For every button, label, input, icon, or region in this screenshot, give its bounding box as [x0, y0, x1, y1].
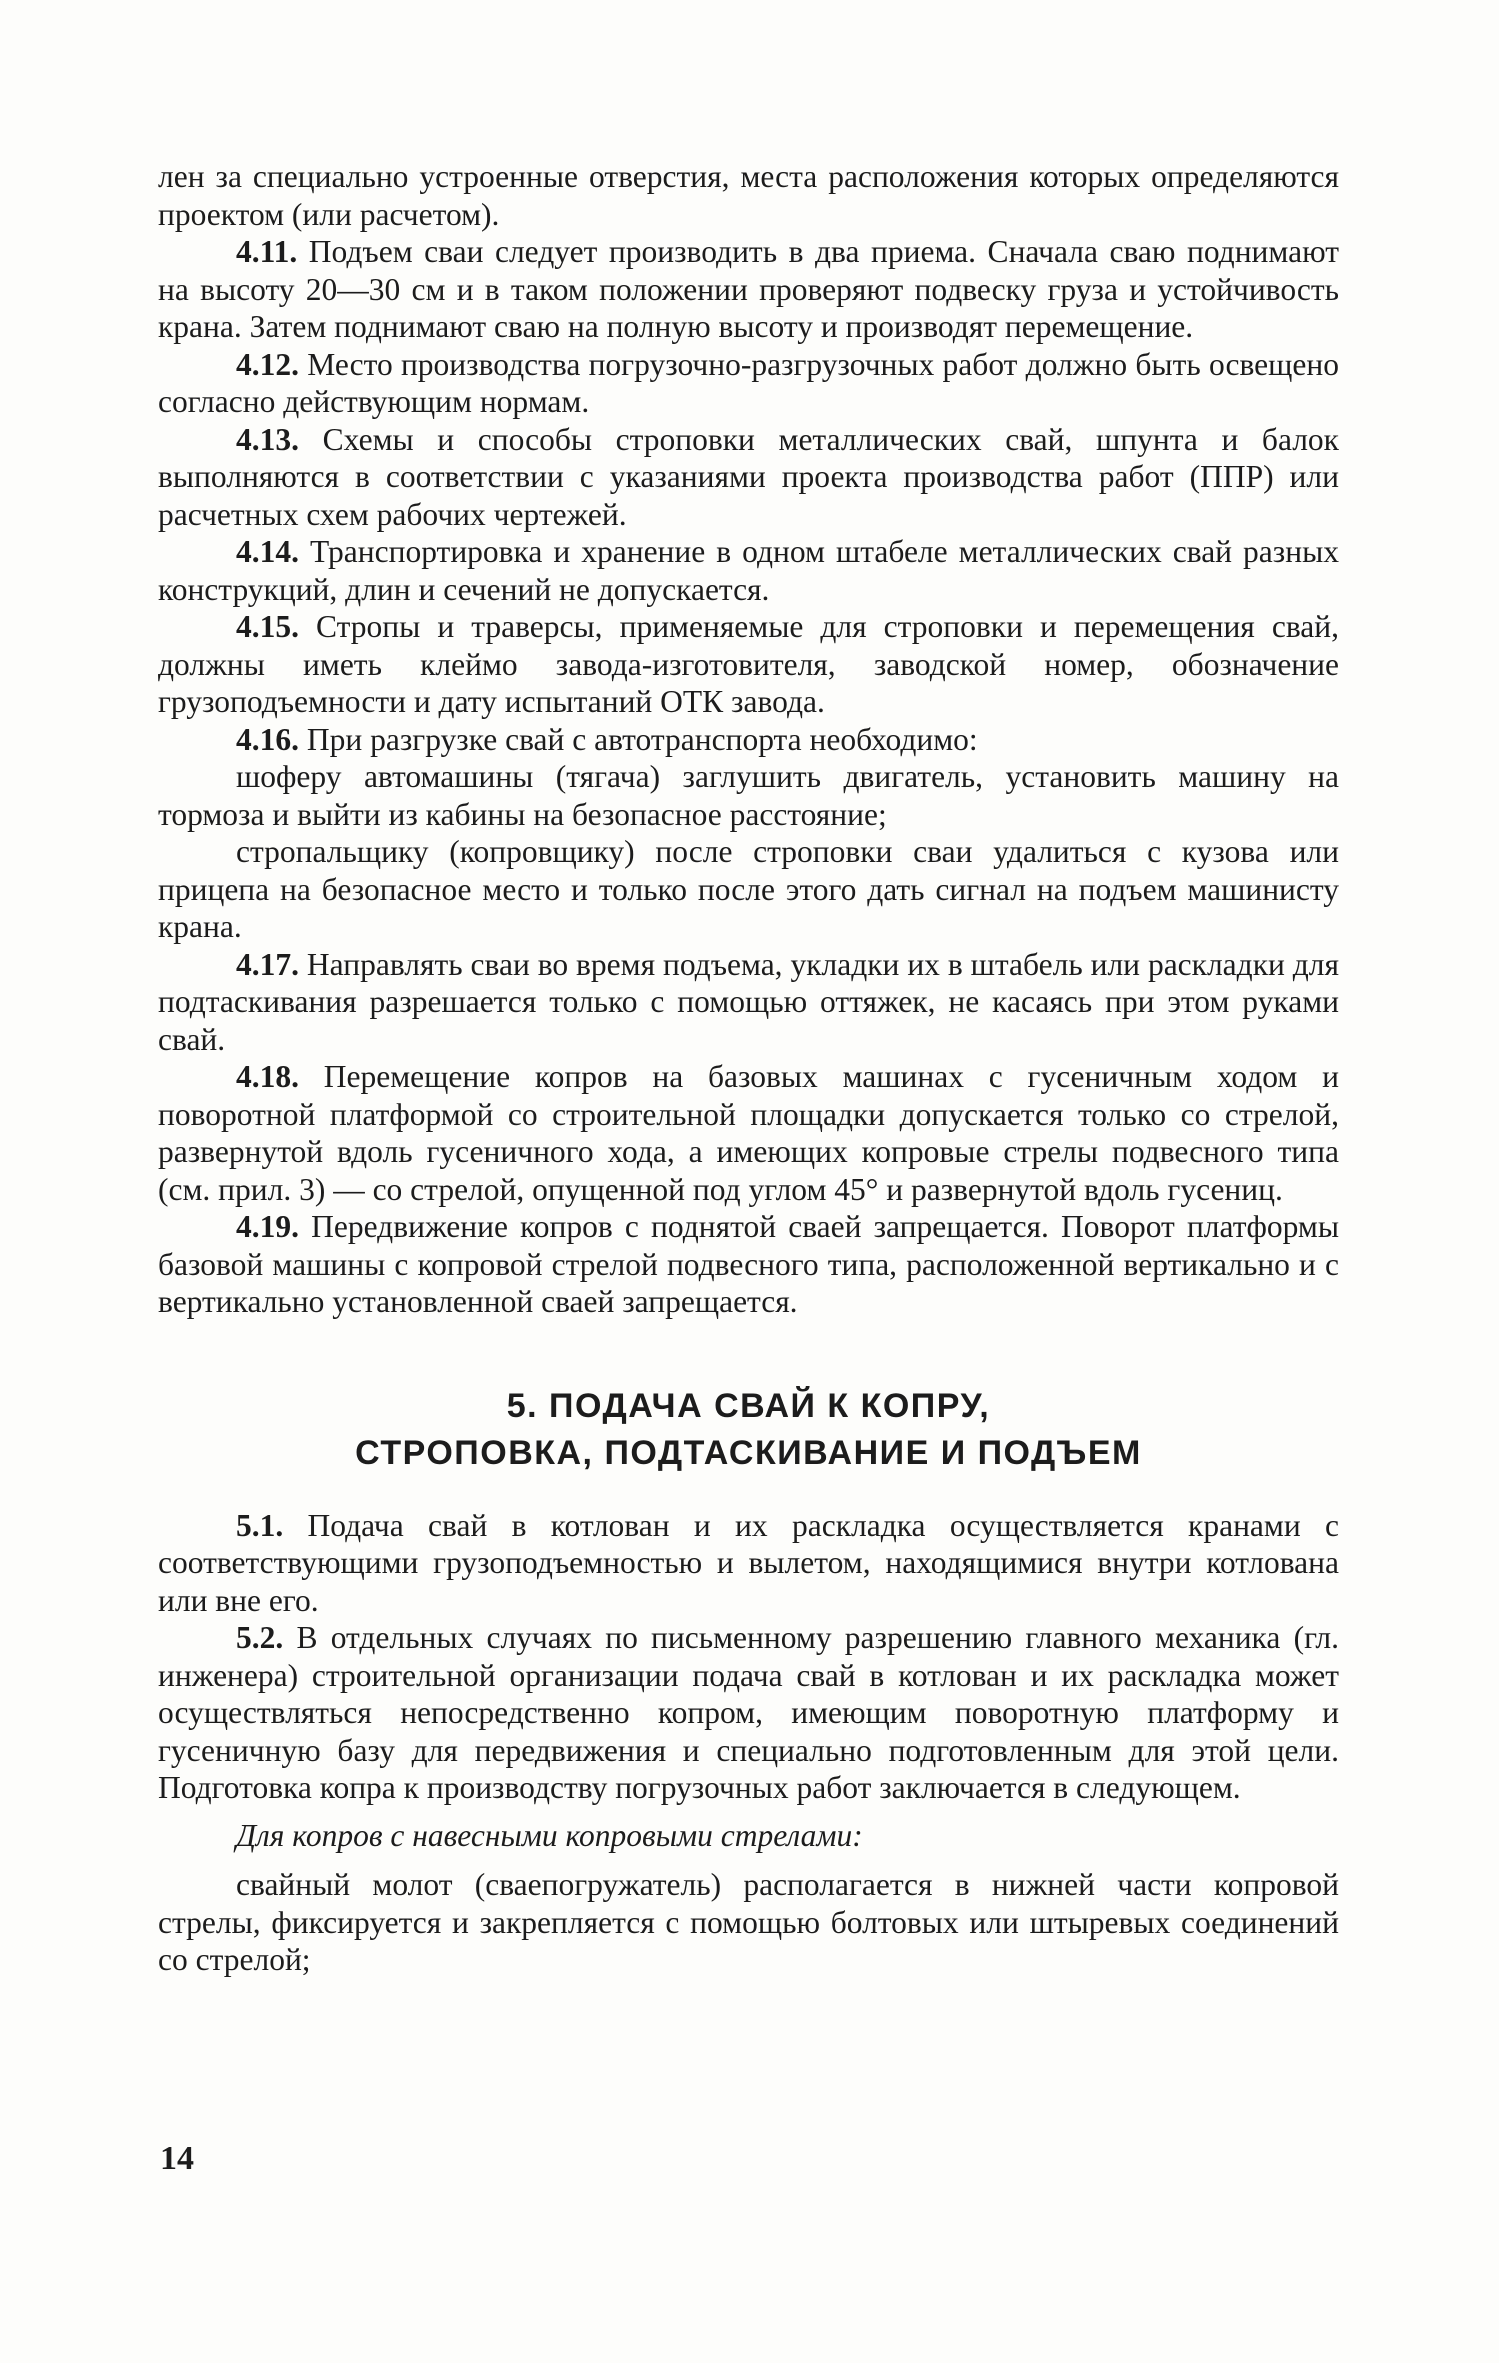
- paragraph-4-19: [158, 1208, 1339, 1321]
- body-text-top: [158, 158, 1339, 1321]
- paragraph-number: 4.19.: [236, 1209, 299, 1244]
- paragraph-text: Перемещение копров на базовых машинах с гусеничным ходом и поворотной платформой со строительной площадки допускается только со стрелой, развернутой вдоль гусеничного хода, а имеющих копровые стрелы подвесного типа (см. прил. 3) — со стрелой, опущенной под углом 45° и развернутой вдоль гусениц.: [158, 1059, 1339, 1207]
- paragraph-text: Подъем сваи следует производить в два приема. Сначала сваю поднимают на высоту 20—30 см и в таком положении проверяют подвеску груза и устойчивость крана. Затем поднимают сваю на полную высоту и производят перемещение.: [158, 234, 1339, 344]
- paragraph-4-13: [158, 421, 1339, 534]
- paragraph-5-1: [158, 1507, 1339, 1620]
- paragraph-number: 4.15.: [236, 609, 299, 644]
- paragraph-text: свайный молот (сваепогружатель) располагается в нижней части копровой стрелы, фиксируется и закрепляется с помощью болтовых или штыревых соединений со стрелой;: [158, 1867, 1339, 1977]
- paragraph-text: Транспортировка и хранение в одном штабеле металлических свай разных конструкций, длин и сечений не допускается.: [158, 534, 1339, 607]
- paragraph-4-16-item-driver: [158, 758, 1339, 833]
- paragraph-number: 4.16.: [236, 721, 299, 757]
- paragraph-text: Стропы и траверсы, применяемые для строповки и перемещения свай, должны иметь клеймо завода-изготовителя, заводской номер, обозначение грузоподъемности и дату испытаний ОТК завода.: [158, 609, 1339, 719]
- paragraph-4-11: [158, 233, 1339, 346]
- paragraph-4-12: [158, 346, 1339, 421]
- paragraph-4-16: [158, 721, 1339, 759]
- paragraph-text: Направлять сваи во время подъема, укладки их в штабель или раскладки для подтаскивания разрешается только с помощью оттяжек, не касаясь при этом руками свай.: [158, 946, 1339, 1057]
- paragraph-4-16-item-slinger: [158, 833, 1339, 946]
- paragraph-text: лен за специально устроенные отверстия, места расположения которых определяются проектом (или расчетом).: [158, 159, 1339, 232]
- paragraph-number: 4.11.: [236, 234, 298, 269]
- paragraph-4-18: [158, 1058, 1339, 1208]
- italic-subheading: Для копров с навесными копровыми стрелами:: [236, 1817, 863, 1853]
- paragraph-number: 4.18.: [236, 1059, 299, 1094]
- paragraph-text: Передвижение копров с поднятой сваей запрещается. Поворот платформы базовой машины с копровой стрелой подвесного типа, расположенной вертикально и с вертикально установленной сваей запрещается.: [158, 1209, 1339, 1319]
- paragraph-number: 5.1.: [236, 1507, 284, 1543]
- paragraph-text: Подача свай в котлован и их раскладка осуществляется кранами с соответствующими грузоподъемностью и вылетом, находящимися внутри котлована или вне его.: [158, 1507, 1339, 1618]
- paragraph-text: стропальщику (копровщику) после строповки сваи удалиться с кузова или прицепа на безопасное место и только после этого дать сигнал на подъем машинисту крана.: [158, 834, 1339, 944]
- paragraph-text: шоферу автомашины (тягача) заглушить двигатель, установить машину на тормоза и выйти из кабины на безопасное расстояние;: [158, 759, 1339, 832]
- paragraph-final: [158, 1866, 1339, 1979]
- section-heading: [158, 1383, 1339, 1477]
- paragraph-number: 4.12.: [236, 346, 299, 382]
- paragraph-text: Место производства погрузочно-разгрузочных работ должно быть освещено согласно действующим нормам.: [158, 346, 1339, 419]
- paragraph-4-14: [158, 533, 1339, 608]
- body-text-bottom: [158, 1507, 1339, 1979]
- paragraph-text: При разгрузке свай с автотранспорта необходимо:: [299, 721, 978, 757]
- paragraph-4-15: [158, 608, 1339, 721]
- paragraph: [158, 158, 1339, 233]
- page-number: 14: [160, 2140, 194, 2177]
- paragraph-text: В отдельных случаях по письменному разрешению главного механика (гл. инженера) строительной организации подача свай в котлован и их раскладка может осуществляться непосредственно копром, имеющим поворотную платформу и гусеничную базу для передвижения и специально подготовленным для этой цели. Подготовка копра к производству погрузочных работ заключается в следующем.: [158, 1620, 1339, 1805]
- paragraph-number: 5.2.: [236, 1620, 284, 1655]
- paragraph-4-17: [158, 946, 1339, 1059]
- paragraph-5-2: [158, 1619, 1339, 1807]
- section-heading-line-1: 5. ПОДАЧА СВАЙ К КОПРУ,: [506, 1386, 991, 1425]
- paragraph-text: Схемы и способы строповки металлических свай, шпунта и балок выполняются в соответствии с указаниями проекта производства работ (ППР) или расчетных схем рабочих чертежей.: [158, 421, 1339, 532]
- paragraph-number: 4.13.: [236, 421, 299, 457]
- section-heading-line-2: СТРОПОВКА, ПОДТАСКИВАНИЕ И ПОДЪЕМ: [355, 1433, 1142, 1472]
- paragraph-number: 4.14.: [236, 534, 299, 569]
- paragraph-number: 4.17.: [236, 946, 299, 982]
